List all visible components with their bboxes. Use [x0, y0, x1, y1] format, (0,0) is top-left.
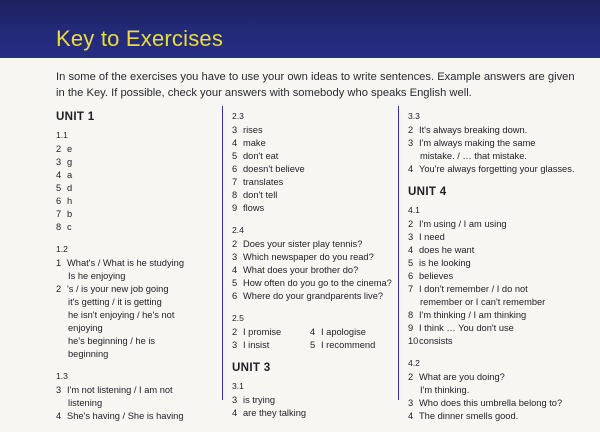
answer-line — [408, 309, 583, 322]
answer-line — [408, 244, 583, 257]
answer-line — [232, 264, 392, 277]
answer-text: What's / What is he studying — [67, 258, 185, 268]
answer-line — [56, 296, 216, 309]
answer-text: g — [67, 157, 73, 167]
answer-number: 2 — [232, 239, 238, 249]
answer-text: Is he enjoying — [68, 271, 126, 281]
page-title: Key to Exercises — [56, 26, 224, 51]
answer-text: h — [67, 196, 73, 206]
answer-text: I insist — [243, 340, 270, 350]
exercise-number: 2.3 — [232, 111, 244, 121]
answer-line — [56, 143, 216, 156]
answer-number: 5 — [232, 278, 238, 288]
answer-line — [408, 322, 583, 335]
unit-heading: UNIT 1 — [56, 110, 95, 123]
answer-number: 8 — [232, 190, 238, 200]
answer-text: Does your sister play tennis? — [243, 239, 363, 249]
exercise-number: 2.4 — [232, 225, 244, 235]
answer-text: What does your brother do? — [243, 265, 359, 275]
answer-line — [56, 208, 216, 221]
answer-number: 7 — [56, 209, 62, 219]
answer-number: 4 — [310, 327, 316, 337]
exercise-number: 4.1 — [408, 205, 420, 215]
answer-text: make — [243, 138, 266, 148]
answer-line — [56, 322, 216, 335]
answer-number: 7 — [408, 284, 414, 294]
answer-line — [232, 189, 392, 202]
answer-text: a — [67, 170, 73, 180]
answer-line — [232, 137, 392, 150]
answer-line — [408, 384, 583, 397]
answer-line — [56, 348, 216, 361]
exercise-number: 3.3 — [408, 111, 420, 121]
answer-text: I need — [419, 232, 445, 242]
exercise-section — [232, 224, 392, 303]
unit-heading: UNIT 3 — [232, 361, 271, 374]
answer-number: 4 — [408, 245, 414, 255]
answer-text: I don't remember / I do not — [419, 284, 528, 294]
answer-line — [232, 176, 392, 189]
answer-text: it's getting / it is getting — [68, 297, 162, 307]
answer-line — [232, 339, 392, 352]
answer-text: Where do your grandparents live? — [243, 291, 384, 301]
answer-number: 4 — [408, 164, 414, 174]
answer-line — [232, 238, 392, 251]
answer-line — [56, 384, 216, 397]
answer-line — [232, 202, 392, 215]
answer-number: 6 — [408, 271, 414, 281]
answer-line — [408, 371, 583, 384]
answer-line — [232, 163, 392, 176]
answer-line — [232, 407, 392, 420]
answer-number: 5 — [56, 183, 62, 193]
answer-number: 5 — [310, 340, 316, 350]
answer-line — [56, 257, 216, 270]
answer-text: I promise — [243, 327, 282, 337]
exercise-section — [56, 243, 216, 361]
exercise-section — [408, 357, 583, 423]
answer-text: Who does this umbrella belong to? — [419, 398, 563, 408]
answer-text: The dinner smells good. — [419, 411, 519, 421]
answer-line — [56, 270, 216, 283]
answer-number: 4 — [408, 411, 414, 421]
answer-column-3 — [408, 110, 583, 432]
answer-text: is he looking — [419, 258, 471, 268]
answer-text: doesn't believe — [243, 164, 305, 174]
answer-text: are they talking — [243, 408, 307, 418]
answer-number: 3 — [408, 138, 414, 148]
exercise-section — [232, 380, 392, 420]
answer-text: flows — [243, 203, 265, 213]
answer-text: remember or I can't remember — [420, 297, 546, 307]
answer-text: I'm using / I am using — [419, 219, 507, 229]
answer-line — [232, 251, 392, 264]
answer-number: 2 — [56, 144, 62, 154]
answer-line — [56, 335, 216, 348]
answer-text: I'm not listening / I am not — [67, 385, 173, 395]
answer-number: 4 — [232, 138, 238, 148]
answer-line — [56, 169, 216, 182]
answer-line — [56, 182, 216, 195]
answer-text: d — [67, 183, 73, 193]
answer-text: You're always forgetting your glasses. — [419, 164, 575, 174]
answer-number: 4 — [56, 170, 62, 180]
exercise-number: 3.1 — [232, 381, 244, 391]
answer-number: 5 — [408, 258, 414, 268]
answer-line — [408, 137, 583, 150]
answer-number: 4 — [56, 411, 62, 421]
intro-paragraph: In some of the exercises you have to use your own ideas to write sentences. Example answers are given in the Key. If possible, check your answers with somebody who speaks English well. — [56, 71, 575, 99]
answer-column-2 — [232, 110, 392, 429]
answer-line — [232, 277, 392, 290]
answer-text: listening — [68, 398, 103, 408]
answer-text: I'm always making the same — [419, 138, 536, 148]
answer-cell — [232, 339, 310, 352]
answer-number: 10 — [408, 336, 419, 346]
answer-line — [56, 221, 216, 234]
answer-line — [408, 335, 583, 348]
answer-text: 's / is your new job going — [67, 284, 169, 294]
answer-number: 9 — [408, 323, 414, 333]
exercise-number: 1.2 — [56, 244, 68, 254]
answer-text: don't tell — [243, 190, 278, 200]
answer-number: 3 — [56, 385, 62, 395]
answer-line — [408, 270, 583, 283]
answer-text: beginning — [68, 349, 109, 359]
exercise-section — [408, 110, 583, 176]
answer-number: 3 — [232, 340, 238, 350]
answer-text: How often do you go to the cinema? — [243, 278, 392, 288]
answer-line — [56, 397, 216, 410]
answer-text: I recommend — [321, 340, 376, 350]
answer-line — [408, 257, 583, 270]
exercise-section — [408, 204, 583, 348]
column-divider — [222, 106, 223, 400]
answer-number: 4 — [232, 408, 238, 418]
answer-line — [232, 124, 392, 137]
answer-text: don't eat — [243, 151, 279, 161]
answer-line — [408, 150, 583, 163]
exercise-number: 4.2 — [408, 358, 420, 368]
answer-number: 6 — [232, 164, 238, 174]
answer-line — [56, 410, 216, 423]
answer-number: 3 — [232, 252, 238, 262]
answer-line — [232, 150, 392, 163]
answer-text: I'm thinking. — [420, 385, 470, 395]
answer-text: She's having / She is having — [67, 411, 184, 421]
answer-cell — [310, 326, 388, 339]
answer-number: 2 — [408, 125, 414, 135]
answer-number: 6 — [232, 291, 238, 301]
answer-line — [232, 290, 392, 303]
answer-number: 3 — [408, 398, 414, 408]
header-banner — [0, 0, 600, 58]
answer-number: 5 — [232, 151, 238, 161]
answer-text: he isn't enjoying / he's not — [68, 310, 175, 320]
answer-column-1 — [56, 110, 216, 432]
exercise-section — [232, 312, 392, 352]
exercise-number: 2.5 — [232, 313, 244, 323]
answer-text: believes — [419, 271, 454, 281]
answer-text: does he want — [419, 245, 475, 255]
answer-text: I apologise — [321, 327, 366, 337]
answer-line — [408, 231, 583, 244]
answer-text: e — [67, 144, 73, 154]
answer-line — [408, 296, 583, 309]
answer-cell — [232, 326, 310, 339]
answer-text: I'm thinking / I am thinking — [419, 310, 527, 320]
answer-text: Which newspaper do you read? — [243, 252, 374, 262]
answer-line — [408, 218, 583, 231]
answer-cell — [310, 339, 388, 352]
answer-text: consists — [419, 336, 453, 346]
answer-number: 1 — [56, 258, 62, 268]
answer-text: I think … You don't use — [419, 323, 514, 333]
column-divider — [398, 106, 399, 400]
answer-line — [408, 410, 583, 423]
answer-number: 8 — [56, 222, 62, 232]
answer-text: mistake. / … that mistake. — [420, 151, 527, 161]
answer-number: 2 — [232, 327, 238, 337]
answer-number: 3 — [232, 125, 238, 135]
answer-text: What are you doing? — [419, 372, 505, 382]
answer-number: 3 — [56, 157, 62, 167]
answer-line — [56, 156, 216, 169]
answer-number: 3 — [232, 395, 238, 405]
answer-text: is trying — [243, 395, 276, 405]
answer-line — [56, 309, 216, 322]
answer-text: rises — [243, 125, 263, 135]
answer-line — [232, 326, 392, 339]
answer-line — [408, 283, 583, 296]
exercise-section — [56, 370, 216, 423]
answer-text: he's beginning / he is — [68, 336, 156, 346]
answer-number: 2 — [408, 219, 414, 229]
answer-number: 9 — [232, 203, 238, 213]
exercise-section — [56, 129, 216, 234]
exercise-number: 1.1 — [56, 130, 68, 140]
answer-number: 2 — [56, 284, 62, 294]
exercise-section — [232, 110, 392, 215]
unit-heading: UNIT 4 — [408, 185, 447, 198]
answer-line — [56, 283, 216, 296]
answer-text: translates — [243, 177, 284, 187]
answer-text: b — [67, 209, 73, 219]
answer-number: 8 — [408, 310, 414, 320]
answer-number: 6 — [56, 196, 62, 206]
answer-line — [408, 124, 583, 137]
answer-line — [232, 394, 392, 407]
answer-line — [408, 163, 583, 176]
answer-text: It's always breaking down. — [419, 125, 528, 135]
answer-text: c — [67, 222, 72, 232]
exercise-number: 1.3 — [56, 371, 68, 381]
answer-line — [56, 195, 216, 208]
answer-number: 7 — [232, 177, 238, 187]
answer-number: 4 — [232, 265, 238, 275]
answer-text: enjoying — [68, 323, 103, 333]
answer-number: 3 — [408, 232, 414, 242]
answer-line — [408, 397, 583, 410]
answer-number: 2 — [408, 372, 414, 382]
